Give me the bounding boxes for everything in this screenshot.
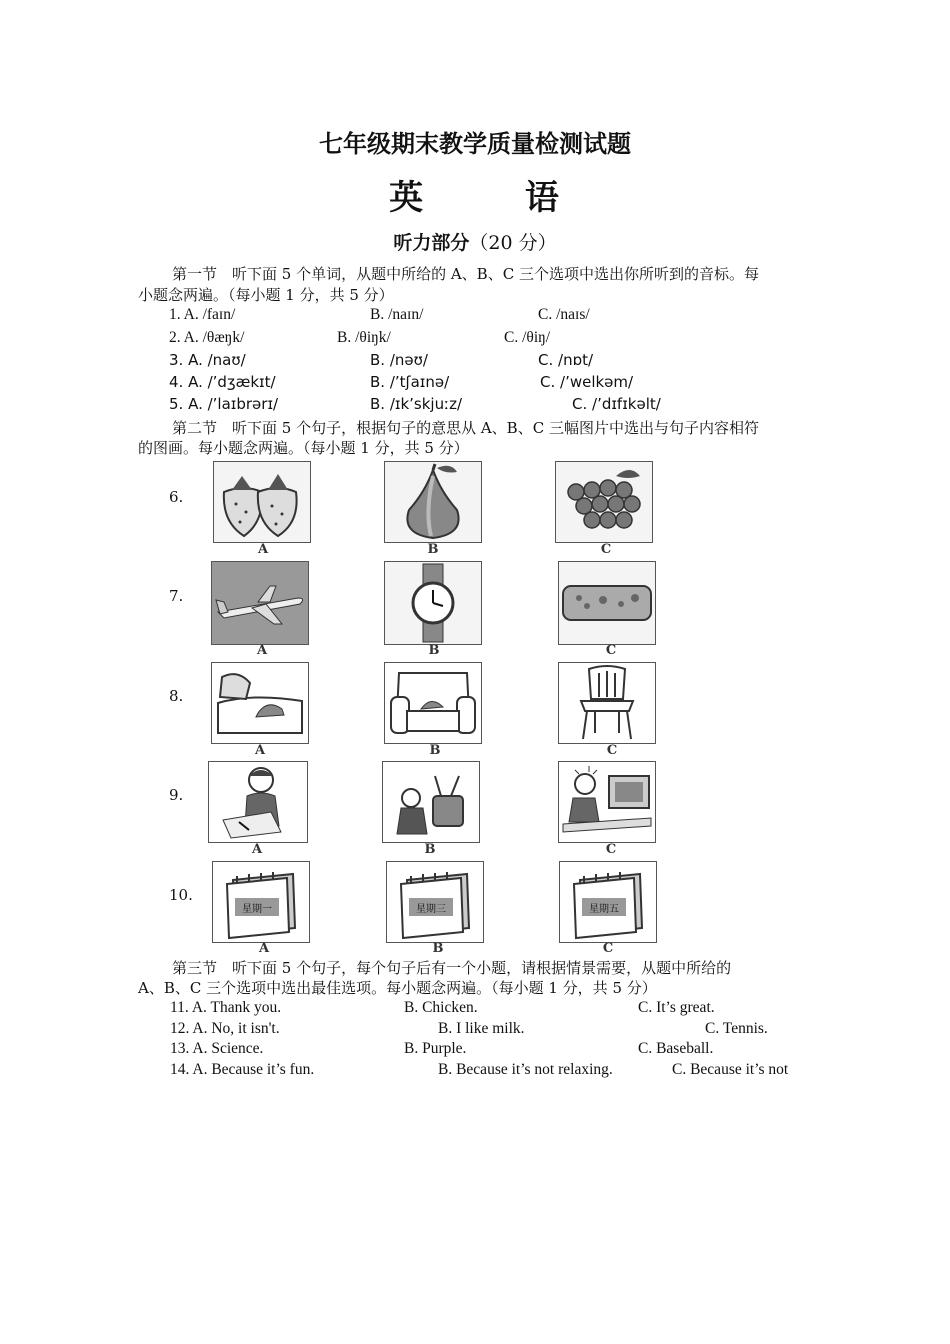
chair-image <box>558 662 656 744</box>
calendar-monday-text: 星期一 <box>242 904 272 915</box>
q8-number: 8. <box>169 687 184 705</box>
exam-title: 七年级期末教学质量检测试题 <box>319 129 631 158</box>
sofa-with-hat-image <box>384 662 482 744</box>
strawberries-image <box>213 461 311 543</box>
listening-heading <box>0 228 950 255</box>
q11-option-b: B. Chicken. <box>404 999 478 1016</box>
q1-option-c: C. /naɪs/ <box>538 306 590 323</box>
q6-label-c: C <box>600 542 612 557</box>
q11-option-c: C. It’s great. <box>638 999 715 1016</box>
q10-label-b: B <box>432 941 444 956</box>
q7-label-c: C <box>605 643 617 658</box>
airplane-image <box>211 561 309 645</box>
q6-number: 6. <box>169 488 184 506</box>
q14-option-a: 14. A. Because it’s fun. <box>170 1061 315 1078</box>
q8-label-b: B <box>429 743 441 758</box>
subject-char-right: 语 <box>524 178 561 218</box>
q1-option-a: 1. A. /faɪn/ <box>169 306 236 323</box>
q7-label-b: B <box>428 643 440 658</box>
section2-instruction-line2: 的图画。每小题念两遍。（每小题 1 分，共 5 分） <box>138 439 469 457</box>
pear-image <box>384 461 482 543</box>
q2-option-a: 2. A. /θæŋk/ <box>169 329 245 346</box>
q12-option-a: 12. A. No, it isn't. <box>170 1020 280 1037</box>
grapes-image <box>555 461 653 543</box>
boy-writing-image <box>208 761 308 843</box>
q2-option-c: C. /θiŋ/ <box>504 329 551 346</box>
q3-option-c: C. /nɒt/ <box>538 351 594 369</box>
q7-label-a: A <box>256 643 268 658</box>
bed-with-hat-image <box>211 662 309 744</box>
section2-instruction-line1: 第二节 听下面 5 个句子，根据句子的意思从 A、B、C 三幅图片中选出与句子内容相符 <box>172 419 759 437</box>
calendar-wednesday-text: 星期三 <box>416 904 446 915</box>
subject-title <box>0 170 950 219</box>
q1-option-b: B. /naɪn/ <box>370 306 424 323</box>
listening-score: （20 分） <box>469 232 557 254</box>
calendar-wednesday-image <box>386 861 484 943</box>
q10-label-c: C <box>602 941 614 956</box>
q13-option-b: B. Purple. <box>404 1040 467 1057</box>
q5-option-c: C. /’dɪfɪkəlt/ <box>572 395 661 413</box>
q9-label-b: B <box>424 842 436 857</box>
calendar-monday-image <box>212 861 310 943</box>
q7-number: 7. <box>169 587 184 605</box>
q9-number: 9. <box>169 786 184 804</box>
boy-watching-tv-image <box>382 761 480 843</box>
q6-label-b: B <box>427 542 439 557</box>
q6-label-a: A <box>257 542 269 557</box>
q14-option-b: B. Because it’s not relaxing. <box>438 1061 613 1078</box>
subject-char-left: 英 <box>389 178 426 218</box>
q3-option-a: 3. A. /naʊ/ <box>169 351 246 369</box>
q8-label-c: C <box>606 743 618 758</box>
q4-option-a: 4. A. /’dʒækɪt/ <box>169 373 276 391</box>
q8-label-a: A <box>254 743 266 758</box>
q2-option-b: B. /θiŋk/ <box>337 329 391 346</box>
q10-label-a: A <box>258 941 270 956</box>
q13-option-a: 13. A. Science. <box>170 1040 264 1057</box>
calendar-friday-image <box>559 861 657 943</box>
q12-option-b: B. I like milk. <box>438 1020 525 1037</box>
pencil-case-image <box>558 561 656 645</box>
q5-option-b: B. /ɪk’skjuːz/ <box>370 395 463 413</box>
calendar-friday-text: 星期五 <box>589 904 619 915</box>
section1-instruction-line1: 第一节 听下面 5 个单词，从题中所给的 A、B、C 三个选项中选出你所听到的音标。每 <box>172 265 759 283</box>
q9-label-c: C <box>605 842 617 857</box>
section1-instruction-line2: 小题念两遍。（每小题 1 分，共 5 分） <box>138 286 394 304</box>
boy-at-computer-image <box>558 761 656 843</box>
watch-image <box>384 561 482 645</box>
q4-option-b: B. /’tʃaɪnə/ <box>370 373 450 391</box>
q11-option-a: 11. A. Thank you. <box>170 999 282 1016</box>
q9-label-a: A <box>251 842 263 857</box>
q10-number: 10. <box>169 886 193 904</box>
q3-option-b: B. /nəʊ/ <box>370 351 428 369</box>
section3-instruction-line2: A、B、C 三个选项中选出最佳选项。每小题念两遍。（每小题 1 分，共 5 分） <box>138 979 657 997</box>
q14-option-c: C. Because it’s not <box>672 1061 789 1078</box>
listening-title: 听力部分 <box>393 232 470 254</box>
section3-instruction-line1: 第三节 听下面 5 个句子，每个句子后有一个小题，请根据情景需要，从题中所给的 <box>172 959 732 977</box>
q5-option-a: 5. A. /’laɪbrərɪ/ <box>169 395 279 413</box>
q13-option-c: C. Baseball. <box>638 1040 714 1057</box>
q4-option-c: C. /’welkəm/ <box>540 373 634 391</box>
q12-option-c: C. Tennis. <box>705 1020 768 1037</box>
